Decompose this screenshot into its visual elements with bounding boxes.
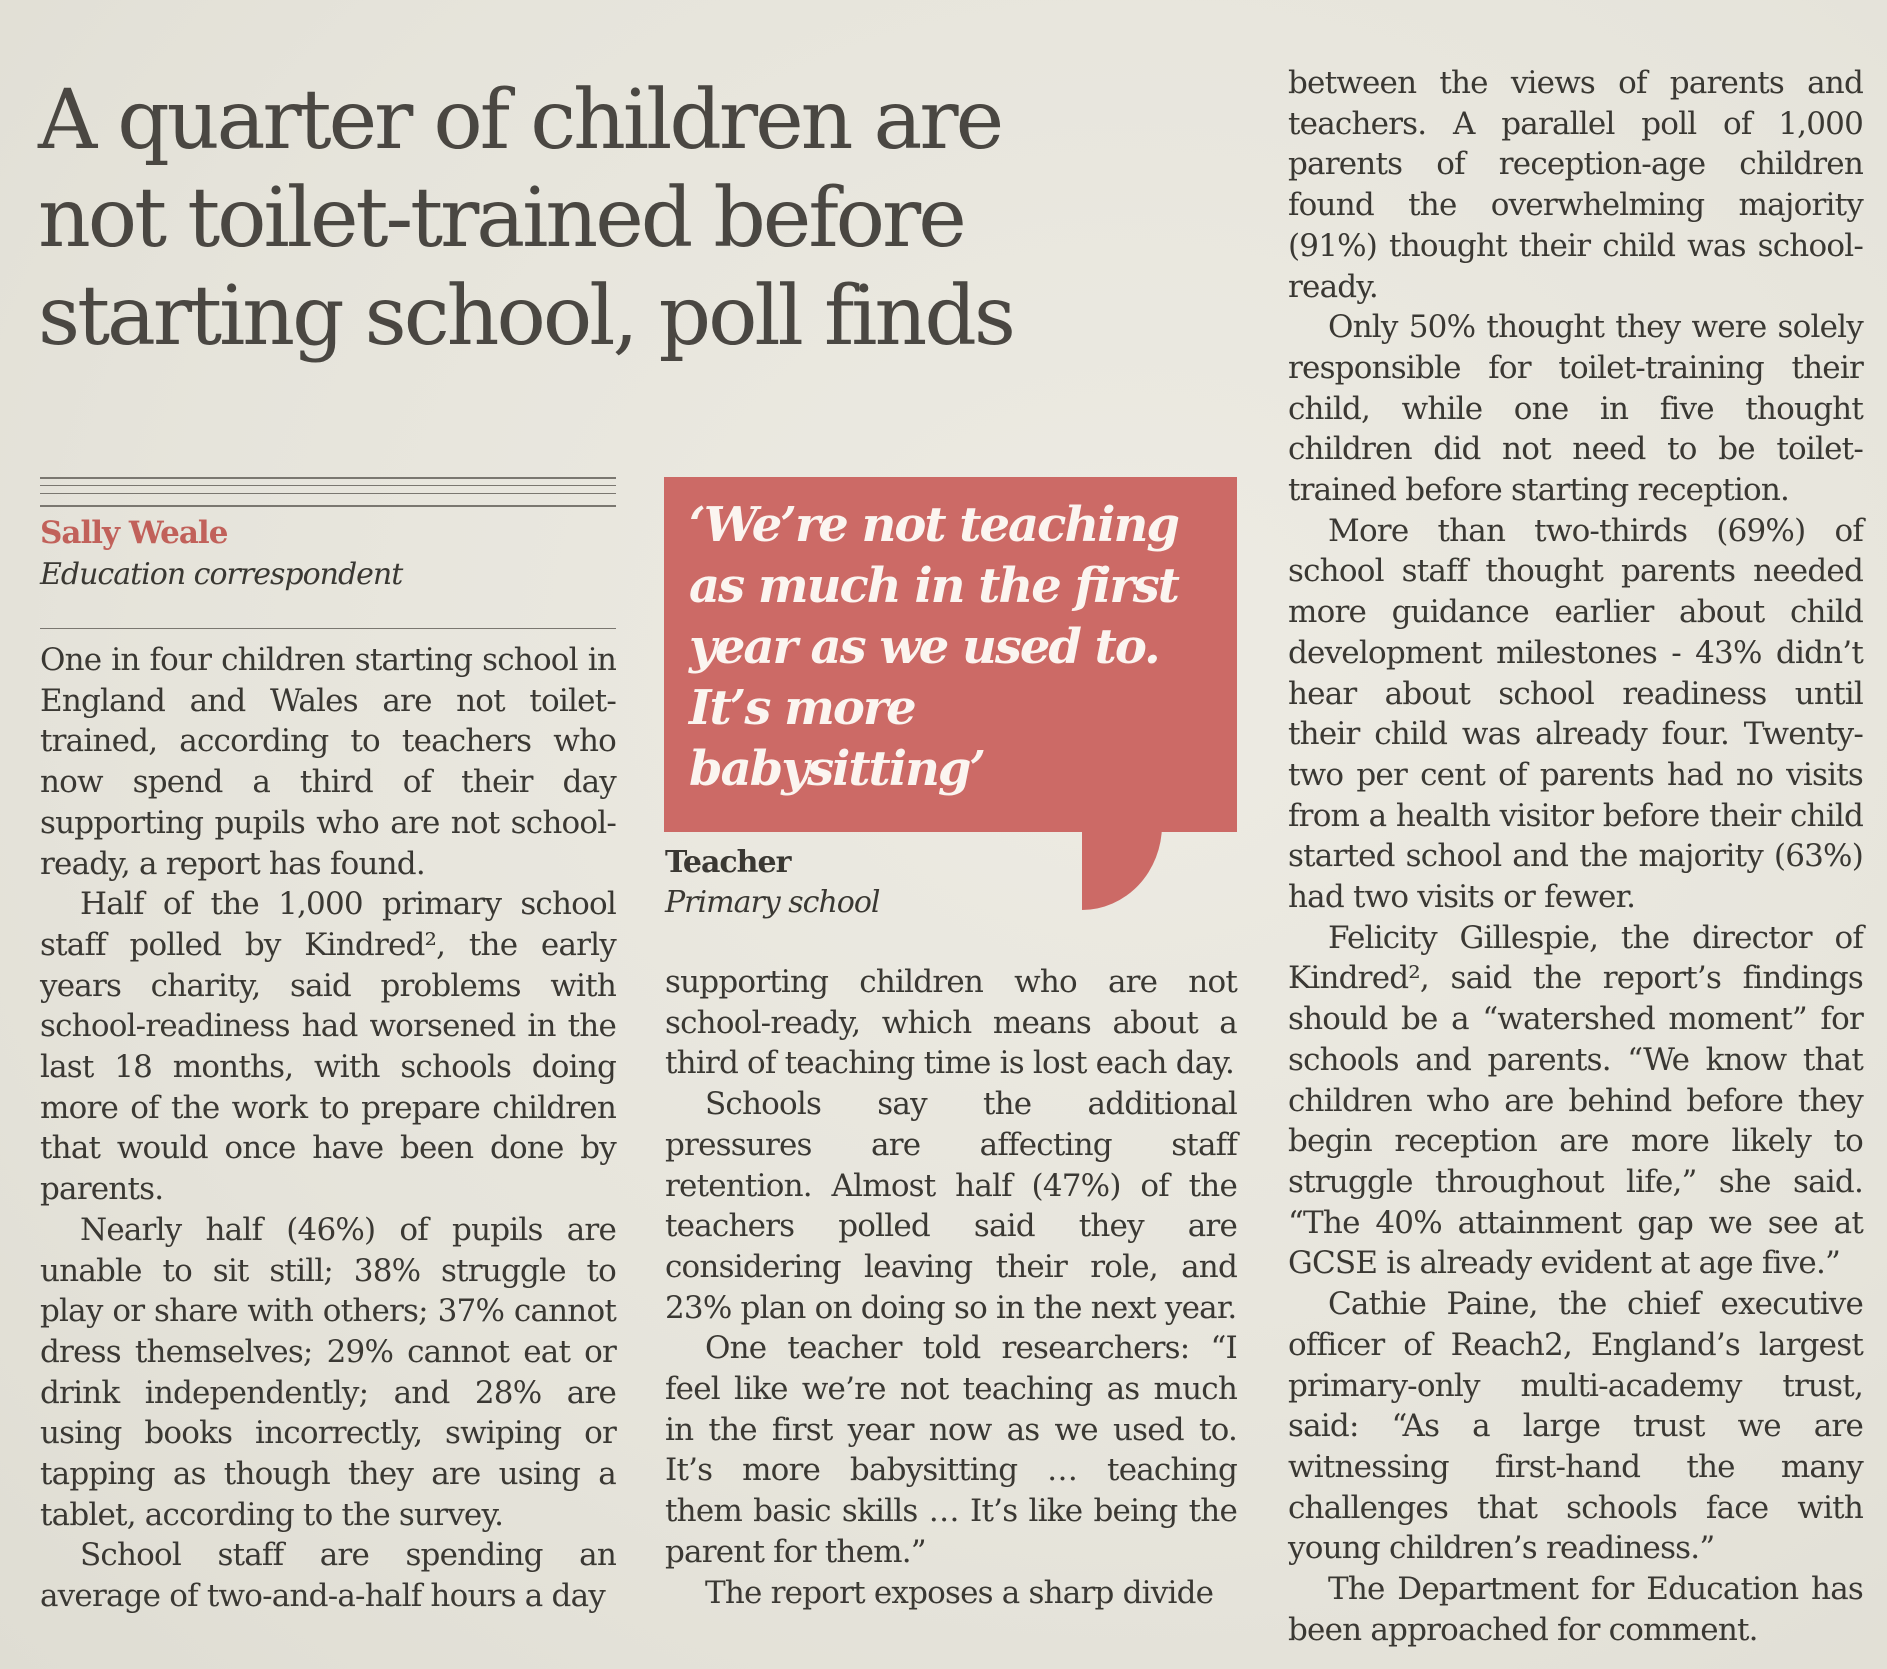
article-column-2: [665, 962, 1237, 1613]
article-column-1: [40, 640, 616, 1617]
byline-role: Education correspondent: [40, 557, 403, 592]
headline-line: starting school, poll finds: [38, 269, 1013, 364]
pullquote-text: ‘We’re not teaching as much in the first year as we used to. It’s more babysitting’: [689, 497, 1178, 797]
paragraph: More than two-thirds (69%) of school staff thought parents needed more guidance earlier about child development milestones - 43% didn’t hear about school readiness until their child was already four. Twenty-two per cent of parents had no visits from a health visitor before their child started school and the majority (63%) had two visits or fewer.: [1288, 512, 1863, 916]
byline-bottom-rule: [40, 628, 616, 629]
pullquote-attribution-role: Primary school: [665, 885, 880, 920]
paragraph: between the views of parents and teachers. A parallel poll of 1,000 parents of reception-age children found the overwhelming majority (91%) thought their child was school-ready.: [1288, 65, 1863, 305]
paragraph: The Department for Education has been approached for comment.: [1288, 1571, 1863, 1648]
pullquote-box: [664, 477, 1237, 832]
paragraph: Half of the 1,000 primary school staff polled by Kindred², the early years charity, said problems with school-readiness had worsened in the last 18 months, with schools doing more of the work to prepare children that would once have been done by parents.: [40, 886, 616, 1208]
paragraph: Felicity Gillespie, the director of Kindred², said the report’s findings should be a “watershed moment” for schools and parents. “We know that children who are behind before they begin reception are more likely to struggle throughout life,” she said. “The 40% attainment gap we see at GCSE is already evident at age five.”: [1288, 919, 1863, 1282]
paragraph: Only 50% thought they were solely responsible for toilet-training their child, while one in five thought children did not need to be toilet-trained before starting reception.: [1288, 309, 1863, 509]
pullquote-attribution-name: Teacher: [665, 845, 791, 880]
pullquote-speech-tail: [1082, 825, 1162, 910]
headline-line: not toilet-trained before: [38, 171, 964, 266]
article-column-3: [1288, 63, 1863, 1650]
paragraph: The report exposes a sharp divide: [705, 1574, 1214, 1611]
byline-name: Sally Weale: [40, 515, 228, 551]
paragraph: One in four children starting school in England and Wales are not toilet-trained, according to teachers who now spend a third of their day supporting pupils who are not school-ready, a report has found.: [40, 642, 616, 882]
paragraph: Schools say the additional pressures are affecting staff retention. Almost half (47%) of the teachers polled said they are considering leaving their role, and 23% plan on doing so in the next year.: [665, 1086, 1237, 1326]
paragraph: One teacher told researchers: “I feel like we’re not teaching as much in the first year now as we used to. It’s more babysitting … teaching them basic skills … It’s like being the parent for them.”: [665, 1330, 1237, 1570]
byline-top-rule: [40, 477, 616, 507]
paragraph: Cathie Paine, the chief executive officer of Reach2, England’s largest primary-only multi-academy trust, said: “As a large trust we are witnessing first-hand the many challenges that schools face with young children’s readiness.”: [1288, 1286, 1863, 1567]
headline: [38, 72, 1238, 366]
paragraph: School staff are spending an average of two-and-a-half hours a day: [40, 1537, 616, 1615]
paragraph: supporting children who are not school-ready, which means about a third of teaching time is lost each day.: [665, 964, 1237, 1082]
paragraph: Nearly half (46%) of pupils are unable to sit still; 38% struggle to play or share with others; 37% cannot dress themselves; 29% cannot eat or drink independently; and 28% are using books incorrectly, swiping or tapping as though they are using a tablet, according to the survey.: [40, 1211, 616, 1533]
headline-line: A quarter of children are: [38, 73, 1002, 168]
